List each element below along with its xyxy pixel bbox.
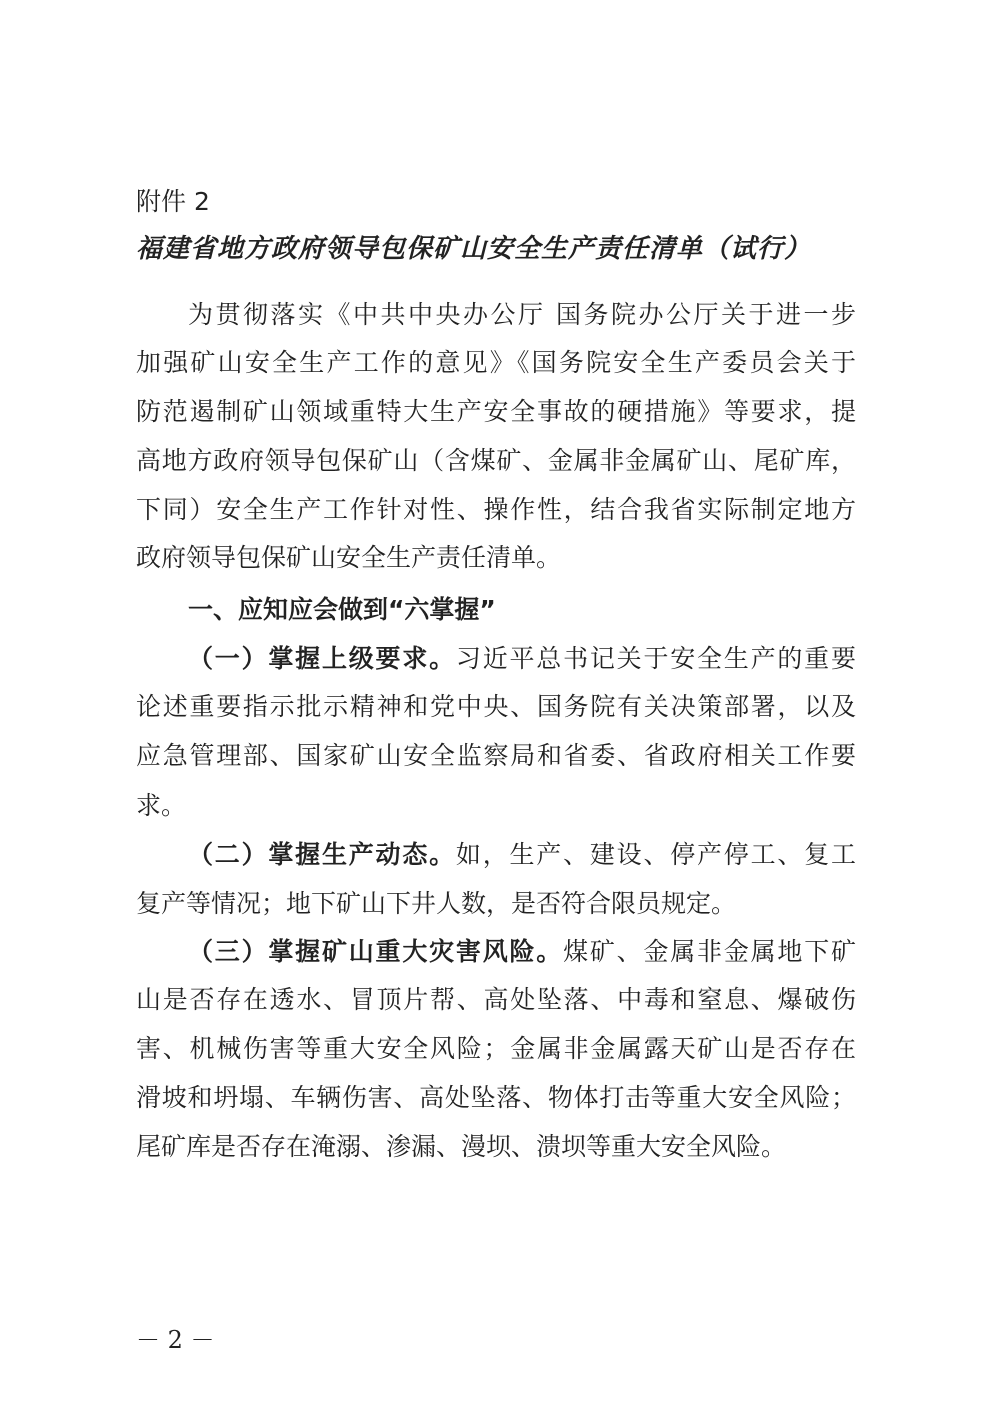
- item2-heading: （二）掌握生产动态。: [188, 840, 456, 869]
- item1-line: 论述重要指示批示精神和党中央、国务院有关决策部署，以及: [136, 692, 856, 721]
- attachment-label: 附件 2: [136, 187, 210, 216]
- item3-first-line: [188, 936, 856, 968]
- item2-text: 如，生产、建设、停产停工、复工: [455, 840, 856, 869]
- item3-text: 煤矿、金属非金属地下矿: [563, 937, 856, 966]
- intro-line: 防范遏制矿山领域重特大生产安全事故的硬措施》等要求，提: [136, 397, 856, 426]
- intro-line: 政府领导包保矿山安全生产责任清单。: [136, 543, 562, 572]
- intro-line: 高地方政府领导包保矿山（含煤矿、金属非金属矿山、尾矿库，: [136, 446, 856, 475]
- item3-line: 山是否存在透水、冒顶片帮、高处坠落、中毒和窒息、爆破伤: [136, 985, 856, 1014]
- item1-line: 应急管理部、国家矿山安全监察局和省委、省政府相关工作要: [136, 741, 856, 770]
- intro-line: 为贯彻落实《中共中央办公厅 国务院办公厅关于进一步: [188, 300, 856, 329]
- item3-line: 害、机械伤害等重大安全风险；金属非金属露天矿山是否存在: [136, 1034, 856, 1063]
- document-title: 福建省地方政府领导包保矿山安全生产责任清单（试行）: [136, 234, 812, 264]
- item1-first-line: [188, 643, 856, 675]
- item1-text: 习近平总书记关于安全生产的重要: [455, 644, 856, 673]
- item2-first-line: [188, 839, 856, 871]
- item3-line: 滑坡和坍塌、车辆伤害、高处坠落、物体打击等重大安全风险；: [136, 1083, 856, 1112]
- item2-line: 复产等情况；地下矿山下井人数，是否符合限员规定。: [136, 889, 737, 918]
- intro-line: 下同）安全生产工作针对性、操作性，结合我省实际制定地方: [136, 495, 856, 524]
- item1-line: 求。: [136, 791, 187, 820]
- item1-heading: （一）掌握上级要求。: [188, 644, 456, 673]
- page-number: － 2 －: [136, 1326, 215, 1354]
- intro-line: 加强矿山安全生产工作的意见》《国务院安全生产委员会关于: [136, 348, 856, 377]
- item3-heading: （三）掌握矿山重大灾害风险。: [188, 937, 564, 966]
- item3-line: 尾矿库是否存在淹溺、渗漏、漫坝、溃坝等重大安全风险。: [136, 1132, 787, 1161]
- section-heading: 一、应知应会做到“六掌握”: [188, 595, 496, 624]
